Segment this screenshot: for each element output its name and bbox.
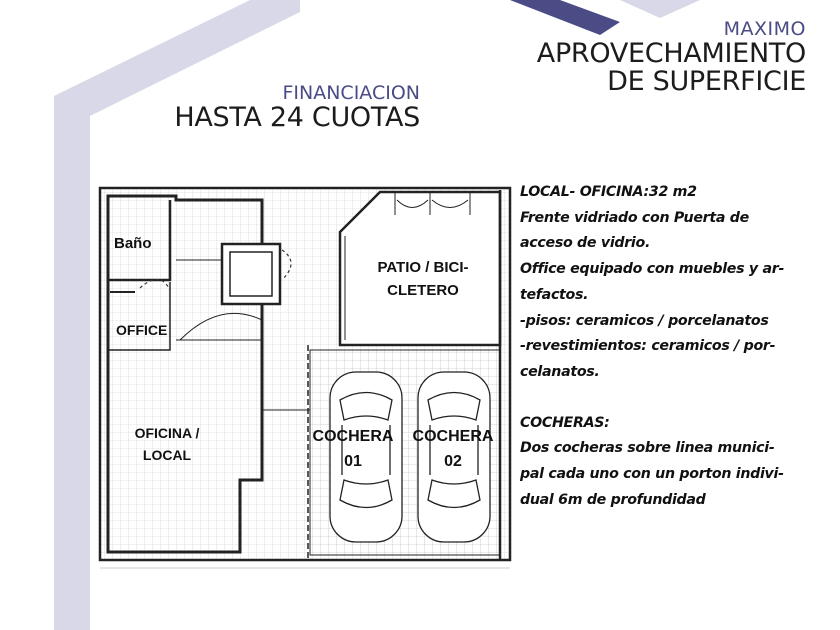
promo-block [170, 82, 420, 132]
label-cochera-01 [308, 425, 398, 475]
desc-line: -pisos: ceramicos / porcelanatos [520, 312, 769, 329]
header-title-line2: DE SUPERFICIE [607, 66, 806, 97]
label-office: OFFICE [116, 322, 168, 338]
desc-line: pal cada uno con un porton indivi- [520, 466, 784, 483]
label-oficina [122, 423, 212, 466]
house-band-right-light [620, 0, 700, 18]
label-cochera-02-line1: COCHERA [412, 428, 494, 445]
label-patio-line1: PATIO / BICI- [377, 259, 469, 276]
label-oficina-line1: OFICINA / [134, 425, 200, 441]
desc-line: Frente vidriado con Puerta de [520, 209, 749, 226]
desc-gap [520, 386, 820, 411]
floor-plan [100, 188, 510, 568]
label-cochera-02 [408, 425, 498, 475]
label-patio [358, 256, 488, 303]
desc-line: Dos cocheras sobre linea munici- [520, 440, 775, 457]
header-title-block [537, 18, 806, 96]
description-block [520, 180, 820, 513]
header-title-line1: APROVECHAMIENTO [536, 38, 806, 69]
desc-line: LOCAL- OFICINA:32 m2 [520, 184, 697, 200]
desc-line: -revestimientos: ceramicos / por- [520, 338, 776, 355]
label-cochera-02-line2: 02 [444, 452, 462, 470]
label-bano: Baño [114, 235, 152, 252]
desc-line: Office equipado con muebles y ar- [520, 261, 785, 278]
promo-small: FINANCIACION [282, 82, 420, 104]
desc-line: COCHERAS: [520, 414, 610, 431]
label-cochera-01-line1: COCHERA [312, 428, 394, 445]
header-small-title: MAXIMO [723, 18, 806, 40]
promo-big: HASTA 24 CUOTAS [174, 102, 420, 133]
label-oficina-line2: LOCAL [142, 446, 192, 463]
label-cochera-01-line2: 01 [344, 452, 362, 470]
desc-line: acceso de vidrio. [520, 235, 651, 252]
desc-line: dual 6m de profundidad [520, 491, 706, 508]
label-patio-line2: CLETERO [387, 282, 459, 300]
desc-line: tefactos. [520, 286, 589, 303]
desc-line: celanatos. [520, 363, 600, 380]
